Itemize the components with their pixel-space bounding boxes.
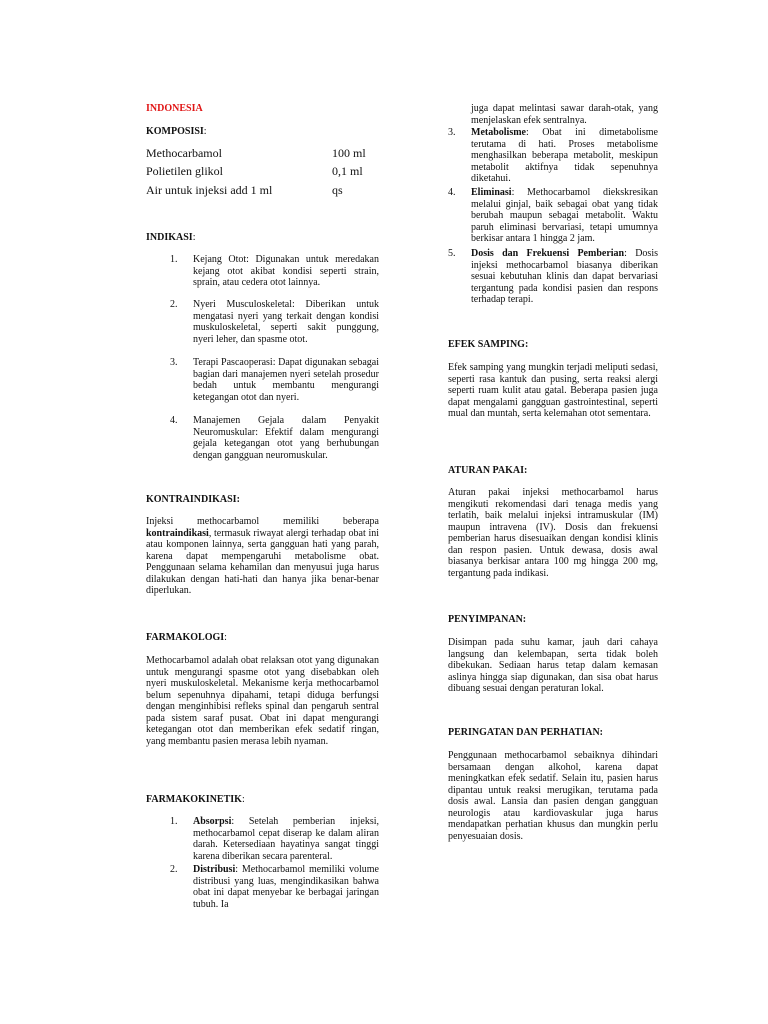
peringatan-text: Penggunaan methocarbamol sebaiknya dihindari bersamaan dengan alkohol, karena dapat meningkatkan efek sedatif. Selain itu, pasien harus dipantau untuk reaksi merugikan, terutama pada dosis awal. Lansia dan pasien dengan gangguan neurologis atau kardiovaskular juga harus mendapatkan perhatian khusus dan mungkin perlu penyesuaian dosis. — [448, 750, 658, 842]
kontraindikasi-text: Injeksi methocarbamol memiliki beberapa kontraindikasi, termasuk riwayat alergi terhadap obat ini atau komponen lainnya, serta gangguan hati yang parah, karena dapat mempengaruhi metabolisme obat. Penggunaan selama kehamilan dan menyusui juga harus dilakukan dengan hati-hati dan hanya jika benar-benar diperlukan. — [146, 516, 379, 596]
komposisi-heading: KOMPOSISI: — [146, 126, 207, 137]
list-number: 1. — [170, 254, 178, 265]
list-number: 3. — [170, 357, 178, 368]
efek-samping-text: Efek samping yang mungkin terjadi meliputi sedasi, seperti rasa kantuk dan pusing, serta reaksi alergi seperti ruam kulit atau gatal. Beberapa pasien juga dapat mengalami gangguan gastrointestinal, seperti mual dan muntah, serta kelemahan otot sementara. — [448, 362, 658, 419]
peringatan-heading: PERINGATAN DAN PERHATIAN: — [448, 727, 603, 738]
aturan-pakai-text: Aturan pakai injeksi methocarbamol harus mengikuti rekomendasi dari tenaga medis yang terlatih, baik melalui injeksi intramuskular (IM) maupun intravena (IV). Dosis dan frekuensi pemberian harus disesuaikan dengan kondisi klinis dan respon pasien. Untuk dewasa, dosis awal biasanya berkisar antara 100 mg hingga 200 mg, tergantung pada indikasi. — [448, 487, 658, 579]
list-number: 3. — [448, 127, 456, 138]
composition-row-value: qs — [332, 183, 343, 197]
list-number: 4. — [170, 415, 178, 426]
composition-row-name: Methocarbamol — [146, 146, 222, 160]
efek-samping-heading: EFEK SAMPING: — [448, 339, 529, 350]
list-number: 1. — [170, 816, 178, 827]
farmakokinetik-item: Dosis dan Frekuensi Pemberian: Dosis injeksi methocarbamol biasanya diberikan sesuai kebutuhan klinis dan dapat bervariasi tergantung pada kondisi pasien dan respons terhadap terapi. — [471, 248, 658, 305]
language-label: INDONESIA — [146, 103, 203, 114]
kontraindikasi-bold-term: kontraindikasi — [146, 527, 209, 539]
farmakokinetik-item: Distribusi: Methocarbamol memiliki volume distribusi yang luas, mengindikasikan bahwa obat ini dapat menyebar ke berbagai jaringan tubuh. Ia — [193, 864, 379, 910]
composition-row-name: Polietilen glikol — [146, 164, 223, 178]
aturan-pakai-heading: ATURAN PAKAI: — [448, 465, 528, 476]
list-number: 5. — [448, 248, 456, 259]
penyimpanan-text: Disimpan pada suhu kamar, jauh dari cahaya langsung dan kelembapan, serta tidak boleh dibekukan. Sediaan harus tetap dalam kemasan aslinya hingga siap digunakan, dan sisa obat harus dibuang sesuai dengan peraturan lokal. — [448, 637, 658, 694]
composition-row-value: 100 ml — [332, 146, 366, 160]
farmakologi-heading: FARMAKOLOGI: — [146, 632, 227, 643]
list-number: 2. — [170, 299, 178, 310]
list-number: 2. — [170, 864, 178, 875]
farmakokinetik-item: Absorpsi: Setelah pemberian injeksi, methocarbamol cepat diserap ke dalam aliran darah. Ketersediaan hayatinya sangat tinggi karena diberikan secara parenteral. — [193, 816, 379, 862]
composition-row-name: Air untuk injeksi add 1 ml — [146, 183, 273, 197]
farmakologi-text: Methocarbamol adalah obat relaksan otot yang digunakan untuk mengurangi spasme otot yang disebabkan oleh nyeri muskuloskeletal. Mekanisme kerja methocarbamol belum sepenuhnya dipahami, tetapi diduga berfungsi dengan menginhibisi refleks spinal dan pengaruh sentral pada sistem saraf pusat. Obat ini dapat mengurangi ketegangan otot dan memberikan efek sedatif ringan, yang membantu pasien merasa lebih nyaman. — [146, 655, 379, 747]
indikasi-item: Terapi Pascaoperasi: Dapat digunakan sebagai bagian dari manajemen nyeri setelah prosedur bedah untuk membantu mengurangi ketegangan otot dan nyeri. — [193, 357, 379, 403]
kontraindikasi-heading: KONTRAINDIKASI: — [146, 494, 240, 505]
farmakokinetik-heading: FARMAKOKINETIK: — [146, 794, 245, 805]
indikasi-item: Manajemen Gejala dalam Penyakit Neuromuskular: Efektif dalam mengurangi gejala ketegangan otot yang berhubungan dengan gangguan neuromuskular. — [193, 415, 379, 461]
farmakokinetik-item-continued: juga dapat melintasi sawar darah-otak, yang menjelaskan efek sentralnya. — [471, 103, 658, 126]
indikasi-item: Kejang Otot: Digunakan untuk meredakan kejang otot akibat kondisi seperti strain, sprain, atau cedera otot lainnya. — [193, 254, 379, 288]
farmakokinetik-item: Metabolisme: Obat ini dimetabolisme terutama di hati. Proses metabolisme menghasilkan beberapa metabolit, meskipun metabolit aktifnya tidak sepenuhnya diketahui. — [471, 127, 658, 184]
indikasi-heading: INDIKASI: — [146, 232, 196, 243]
list-number: 4. — [448, 187, 456, 198]
indikasi-item: Nyeri Musculoskeletal: Diberikan untuk mengatasi nyeri yang terkait dengan kondisi muskuloskeletal, seperti sakit punggung, nyeri leher, dan spasme otot. — [193, 299, 379, 345]
penyimpanan-heading: PENYIMPANAN: — [448, 614, 527, 625]
composition-row-value: 0,1 ml — [332, 164, 363, 178]
farmakokinetik-item: Eliminasi: Methocarbamol diekskresikan melalui ginjal, baik sebagai obat yang tidak berubah maupun sebagai metabolit. Waktu paruh eliminasi bervariasi, tetapi umumnya berkisar antara 1 hingga 2 jam. — [471, 187, 658, 244]
